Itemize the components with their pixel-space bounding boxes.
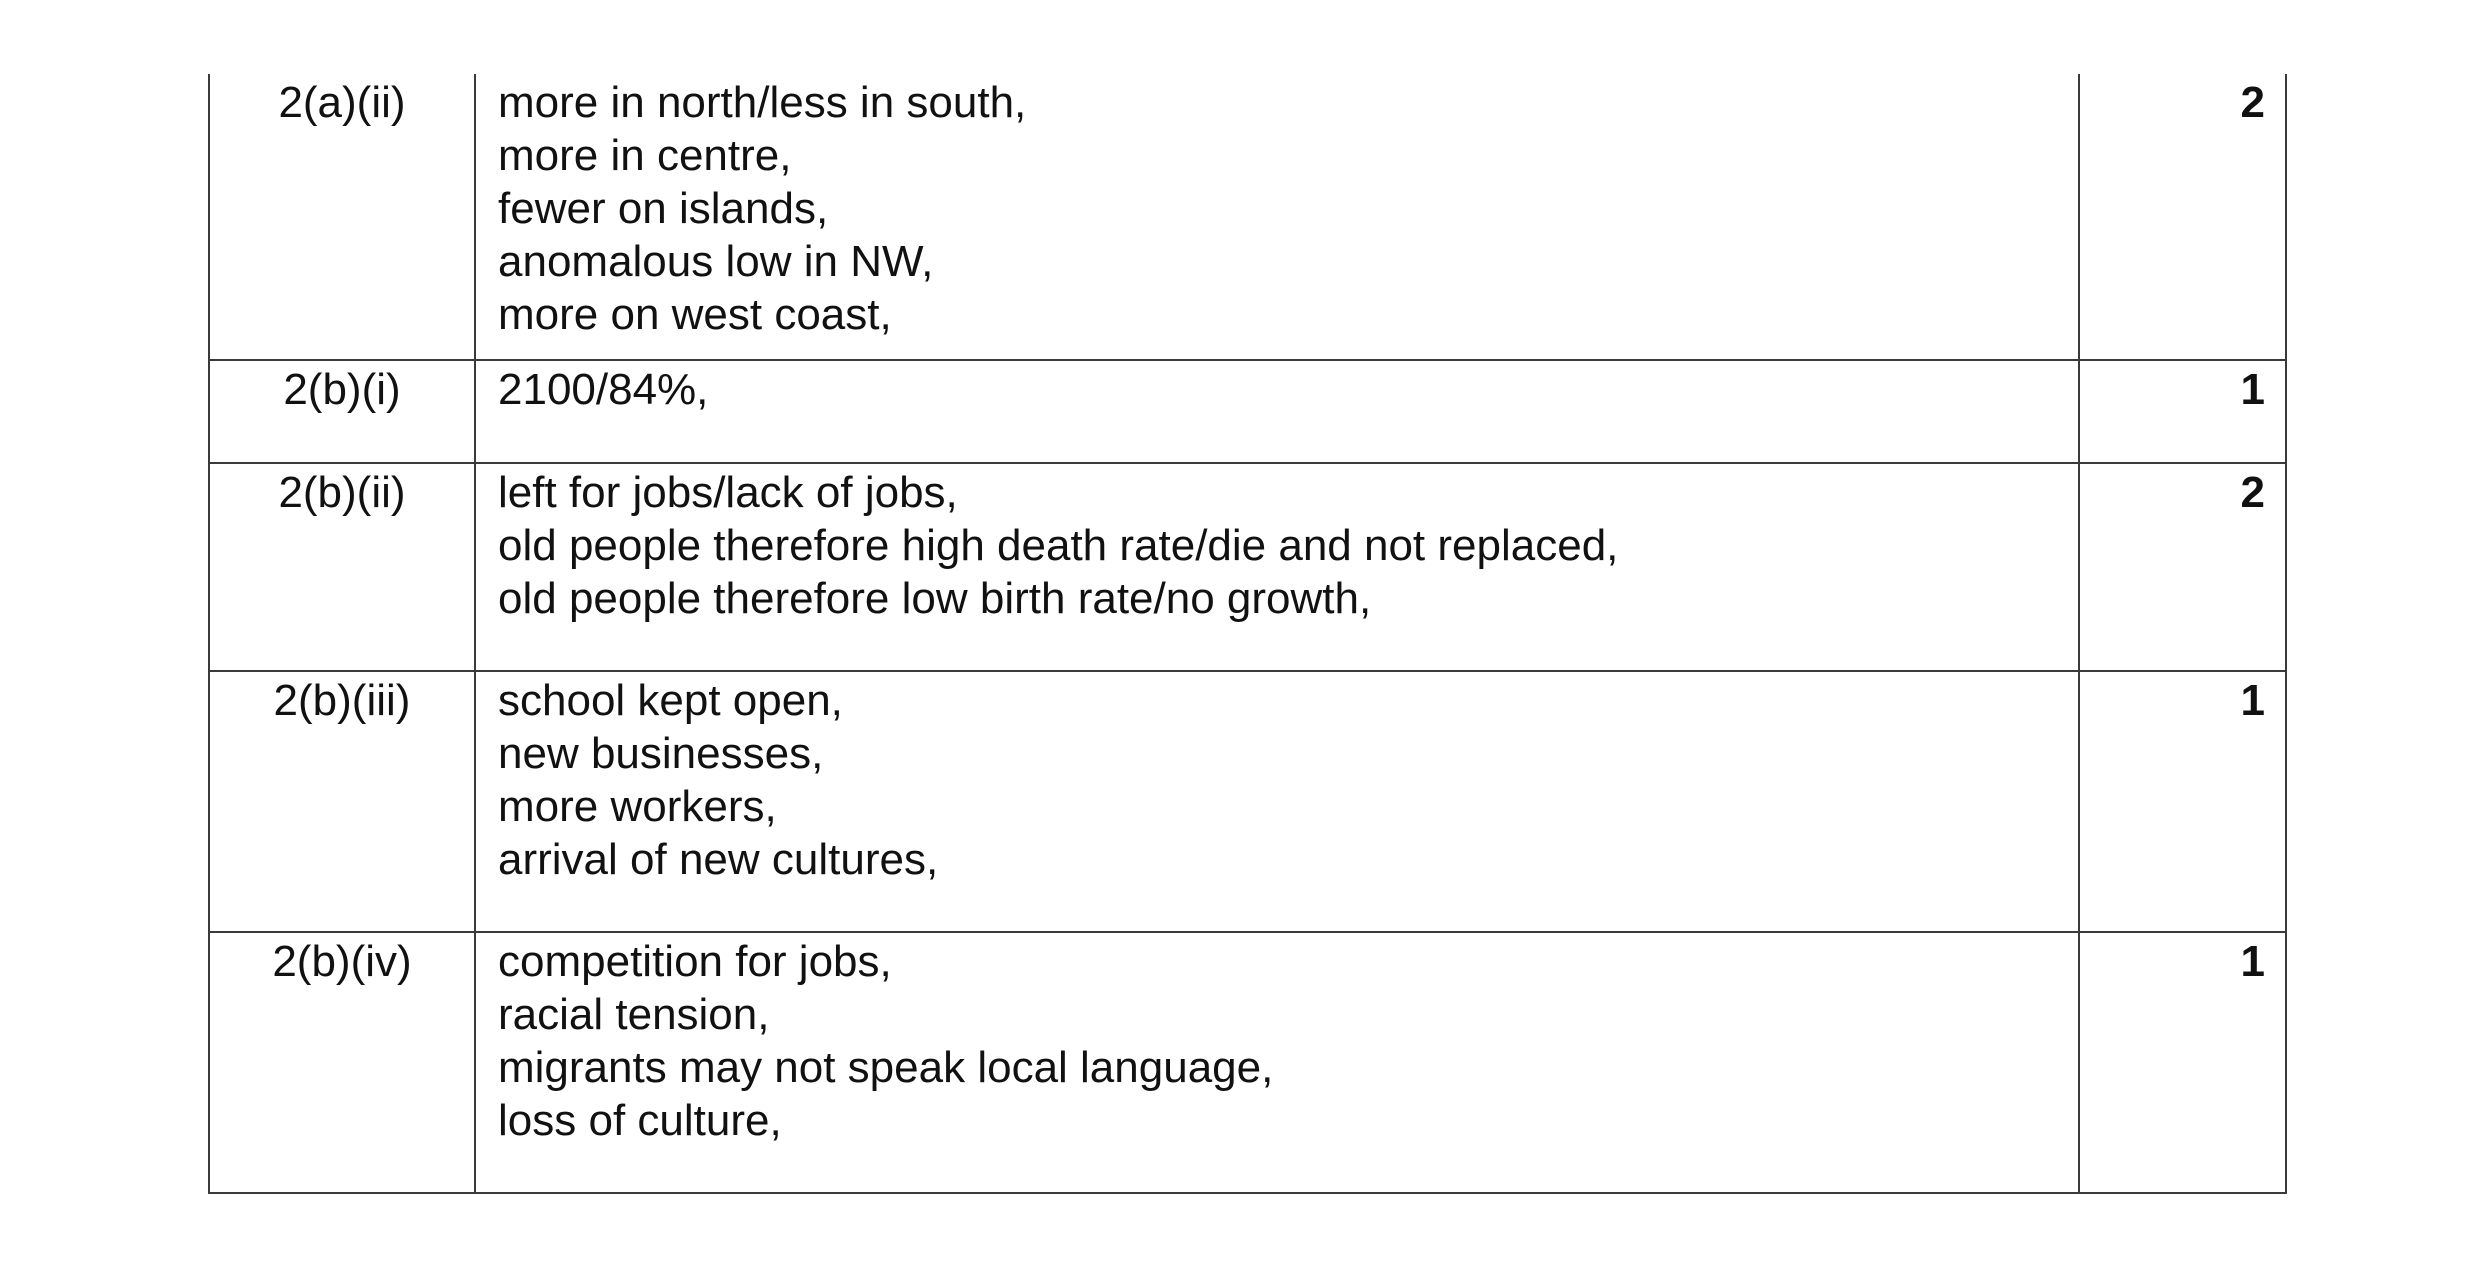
table-row bbox=[209, 932, 2286, 1193]
answer-cell bbox=[475, 360, 2079, 463]
question-number: 2(b)(ii) bbox=[209, 463, 475, 671]
answer-line: new businesses, bbox=[498, 729, 824, 778]
question-number: 2(b)(i) bbox=[209, 360, 475, 463]
marks-value: 2 bbox=[2079, 463, 2286, 671]
mark-scheme-table bbox=[208, 74, 2287, 1194]
answer-line: school kept open, bbox=[498, 676, 843, 725]
answer-cell bbox=[475, 932, 2079, 1193]
table-row bbox=[209, 74, 2286, 360]
answer-cell bbox=[475, 74, 2079, 360]
answer-line: more in centre, bbox=[498, 131, 792, 180]
answer-line: competition for jobs, bbox=[498, 937, 892, 986]
answer-line: fewer on islands, bbox=[498, 184, 829, 233]
answer-line: loss of culture, bbox=[498, 1096, 782, 1145]
answer-line: more workers, bbox=[498, 782, 777, 831]
answer-line: more in north/less in south, bbox=[498, 78, 1027, 127]
marks-value: 1 bbox=[2079, 360, 2286, 463]
answer-line: migrants may not speak local language, bbox=[498, 1043, 1274, 1092]
table-row bbox=[209, 671, 2286, 932]
answer-line: 2100/84%, bbox=[498, 365, 709, 414]
marks-value: 2 bbox=[2079, 74, 2286, 360]
question-number: 2(b)(iii) bbox=[209, 671, 475, 932]
answer-line: left for jobs/lack of jobs, bbox=[498, 468, 958, 517]
answer-line: more on west coast, bbox=[498, 290, 892, 339]
marks-value: 1 bbox=[2079, 671, 2286, 932]
answer-line: old people therefore high death rate/die and not replaced, bbox=[498, 521, 1619, 570]
answer-line: arrival of new cultures, bbox=[498, 835, 939, 884]
table-row bbox=[209, 463, 2286, 671]
question-number: 2(b)(iv) bbox=[209, 932, 475, 1193]
answer-line: old people therefore low birth rate/no growth, bbox=[498, 574, 1372, 623]
answer-line: racial tension, bbox=[498, 990, 770, 1039]
marks-value: 1 bbox=[2079, 932, 2286, 1193]
answer-line: anomalous low in NW, bbox=[498, 237, 934, 286]
table-row bbox=[209, 360, 2286, 463]
answer-cell bbox=[475, 463, 2079, 671]
question-number: 2(a)(ii) bbox=[209, 74, 475, 360]
answer-cell bbox=[475, 671, 2079, 932]
